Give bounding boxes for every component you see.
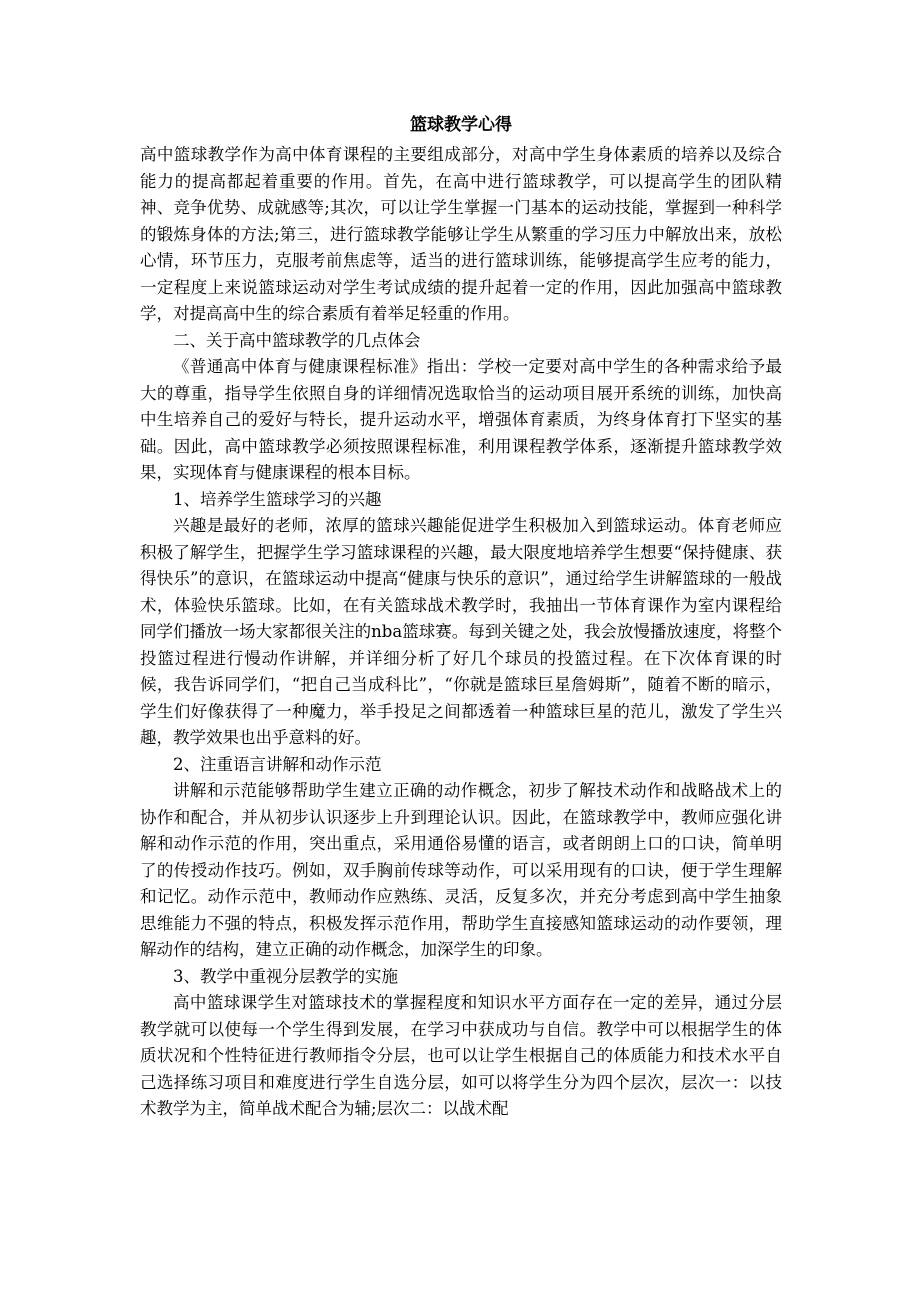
body-paragraph: 高中篮球课学生对篮球技术的掌握程度和知识水平方面存在一定的差异，通过分层教学就可以使每一个学生得到发展，在学习中获成功与自信。教学中可以根据学生的体质状况和个性特征进行教师指令分层，也可以让学生根据自己的体质能力和技术水平自己选择练习项目和难度进行学生自选分层，如可以将学生分为四个层次，层次一：以技术教学为主，简单战术配合为辅;层次二：以战术配 xyxy=(140,993,782,1118)
body-paragraph: 《普通高中体育与健康课程标准》指出：学校一定要对高中学生的各种需求给予最大的尊重，指导学生依照自身的详细情况选取恰当的运动项目展开系统的训练，加快高中生培养自己的爱好与特长，提升运动水平，增强体育素质，为终身体育打下坚实的基础。因此，高中篮球教学必须按照课程标准，利用课程教学体系，逐渐提升篮球教学效果，实现体育与健康课程的根本目标。 xyxy=(140,357,782,482)
section-heading: 二、关于高中篮球教学的几点体会 xyxy=(173,330,421,350)
body-paragraph: 讲解和示范能够帮助学生建立正确的动作概念，初步了解技术动作和战略战术上的协作和配合，并从初步认识逐步上升到理论认识。因此，在篮球教学中，教师应强化讲解和动作示范的作用，突出重点，采用通俗易懂的语言，或者朗朗上口的口诀，简单明了的传授动作技巧。例如，双手胸前传球等动作，可以采用现有的口诀，便于学生理解和记忆。动作示范中，教师动作应熟练、灵活，反复多次，并充分考虑到高中学生抽象思维能力不强的特点，积极发挥示范作用，帮助学生直接感知篮球运动的动作要领，理解动作的结构，建立正确的动作概念，加深学生的印象。 xyxy=(140,781,782,959)
intro-paragraph: 高中篮球教学作为高中体育课程的主要组成部分，对高中学生身体素质的培养以及综合能力的提高都起着重要的作用。首先，在高中进行篮球教学，可以提高学生的团队精神、竞争优势、成就感等;其次，可以让学生掌握一门基本的运动技能，掌握到一种科学的锻炼身体的方法;第三，进行篮球教学能够让学生从繁重的学习压力中解放出来，放松心情，环节压力，克服考前焦虑等，适当的进行篮球训练，能够提高学生应考的能力，一定程度上来说篮球运动对学生考试成绩的提升起着一定的作用，因此加强高中篮球教学，对提高高中生的综合素质有着举足轻重的作用。 xyxy=(140,145,782,323)
document-page xyxy=(140,0,782,1123)
subheading: 3、教学中重视分层教学的实施 xyxy=(173,966,398,986)
subheading: 2、注重语言讲解和动作示范 xyxy=(173,754,382,774)
subheading: 1、培养学生篮球学习的兴趣 xyxy=(173,489,382,509)
document-title: 篮球教学心得 xyxy=(410,115,512,135)
body-paragraph: 兴趣是最好的老师，浓厚的篮球兴趣能促进学生积极加入到篮球运动。体育老师应积极了解学生，把握学生学习篮球课程的兴趣，最大限度地培养学生想要“保持健康、获得快乐”的意识，在篮球运动中提高“健康与快乐的意识”，通过给学生讲解篮球的一般战术，体验快乐篮球。比如，在有关篮球战术教学时，我抽出一节体育课作为室内课程给同学们播放一场大家都很关注的nba篮球赛。每到关键之处，我会放慢播放速度，将整个投篮过程进行慢动作讲解，并详细分析了好几个球员的投篮过程。在下次体育课的时候，我告诉同学们，“把自己当成科比”，“你就是篮球巨星詹姆斯”，随着不断的暗示，学生们好像获得了一种魔力，举手投足之间都透着一种篮球巨星的范儿，激发了学生兴趣，教学效果也出乎意料的好。 xyxy=(140,516,782,747)
